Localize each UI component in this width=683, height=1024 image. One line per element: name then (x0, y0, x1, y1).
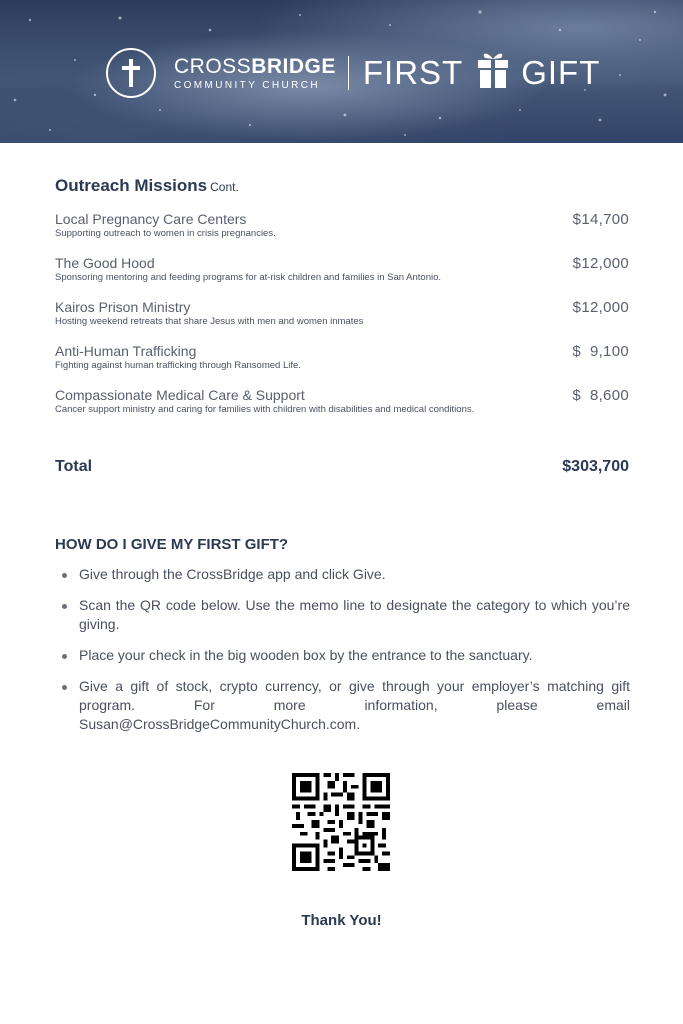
qr-code[interactable] (292, 773, 390, 871)
list-item (55, 255, 629, 284)
item-name: The Good Hood (55, 255, 155, 271)
list-item: Place your check in the big wooden box by the entrance to the sanctuary. (60, 646, 630, 665)
how-to-give-list (60, 565, 630, 746)
item-name: Kairos Prison Ministry (55, 299, 191, 315)
item-amount: $ 9,100 (572, 343, 629, 360)
item-description: Sponsoring mentoring and feeding programs for at-risk children and families in San Antonio. (55, 272, 442, 283)
church-subtitle: COMMUNITY CHURCH (174, 80, 320, 91)
item-name: Local Pregnancy Care Centers (55, 211, 247, 227)
header-banner (0, 0, 683, 143)
campaign-word-first: FIRST (362, 54, 464, 91)
item-amount: $12,000 (572, 299, 629, 316)
item-amount: $ 8,600 (572, 387, 629, 404)
list-item (55, 211, 629, 240)
item-name: Compassionate Medical Care & Support (55, 387, 305, 403)
list-item: Give through the CrossBridge app and click Give. (60, 565, 630, 584)
church-name (174, 55, 336, 91)
item-description: Hosting weekend retreats that share Jesus with men and women inmates (55, 316, 364, 327)
total-label: Total (55, 458, 93, 475)
total-row (55, 458, 629, 476)
section-title-text: Outreach Missions (55, 176, 208, 195)
list-item (55, 387, 629, 416)
item-description: Fighting against human trafficking through Ransomed Life. (55, 360, 301, 371)
list-item: Scan the QR code below. Use the memo line to designate the category to which you’re giving. (60, 596, 630, 634)
church-name-light: CROSS (174, 55, 252, 78)
brand-divider (348, 56, 349, 90)
item-amount: $12,000 (572, 255, 629, 272)
list-item (55, 299, 629, 328)
list-item (55, 343, 629, 372)
church-name-bold: BRIDGE (251, 55, 336, 78)
campaign-word-gift: GIFT (521, 54, 601, 91)
list-item: Give a gift of stock, crypto currency, or give through your employer’s matching gift program. For more information, please email Susan@CrossBridgeCommunityChurch.com. (60, 677, 630, 734)
campaign-title (363, 49, 600, 97)
section-title-suffix: Cont. (210, 180, 239, 194)
item-description: Supporting outreach to women in crisis pregnancies. (55, 228, 276, 239)
section-title (55, 176, 629, 196)
cross-logo-icon (106, 48, 156, 98)
gift-box-icon (477, 49, 509, 97)
item-name: Anti-Human Trafficking (55, 343, 197, 359)
total-amount: $303,700 (562, 458, 629, 475)
item-amount: $14,700 (572, 211, 629, 228)
brand-header (106, 44, 600, 102)
thank-you: Thank You! (301, 912, 382, 929)
item-description: Cancer support ministry and caring for families with children with disabilities and medical conditions. (55, 404, 475, 415)
how-to-give-title: HOW DO I GIVE MY FIRST GIFT? (55, 536, 289, 553)
outreach-section (55, 176, 629, 416)
